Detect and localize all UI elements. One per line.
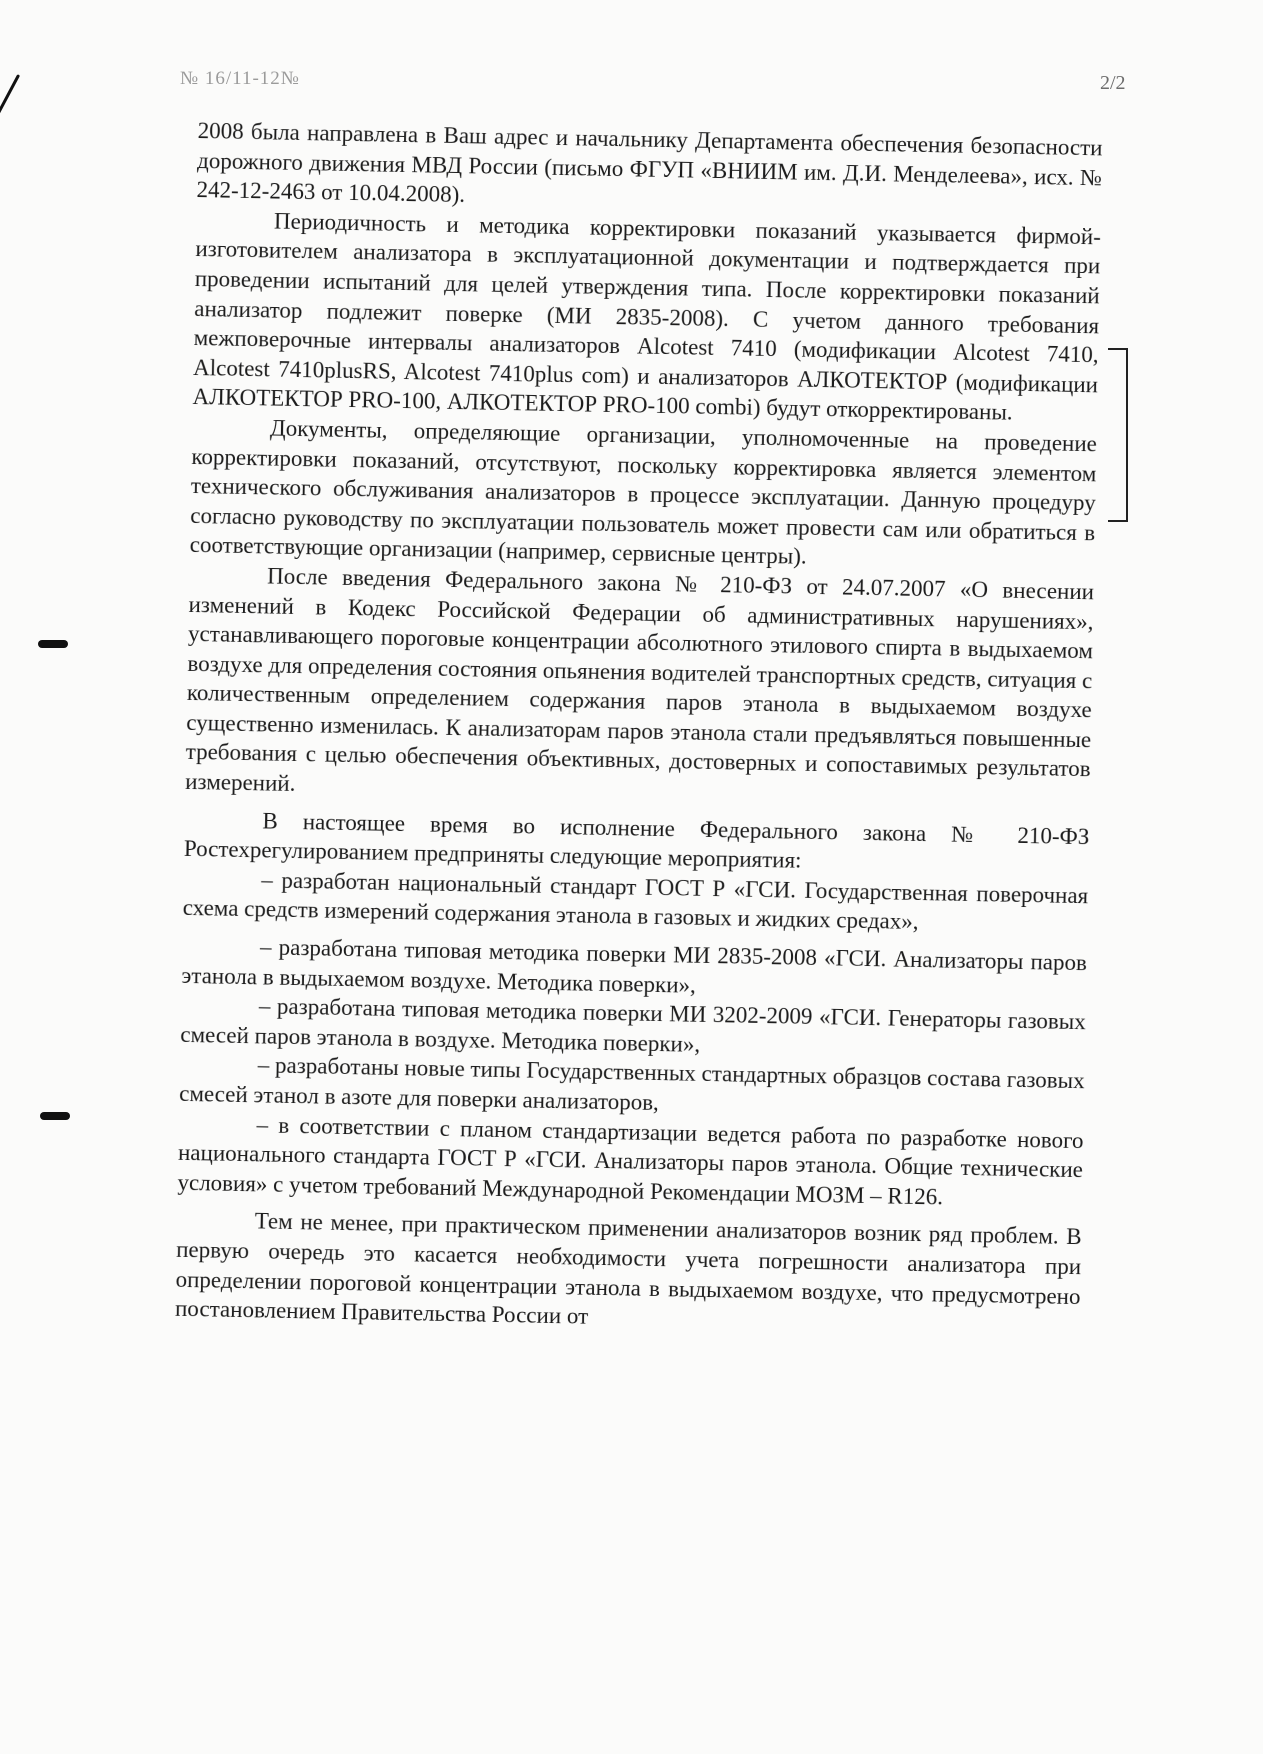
header-stamp: № 16/11-12№ (180, 68, 300, 89)
paragraph-problems: Тем не менее, при практическом применении анализаторов возник ряд проблем. В первую очередь это касается необходимости учета погрешности анализатора при определении пороговой концентрации этанола в выдыхаемом воздухе, что предусмотрено постановлением Правительства России от (174, 1208, 1082, 1329)
scan-mark-line (0, 74, 20, 118)
list-item-gost: – разработан национальный стандарт ГОСТ Р «ГСИ. Государственная поверочная схема средств измерений содержания этанола в газовых и жидких средах», (182, 867, 1089, 935)
paragraph-federal-law: После введения Федерального закона № 210-ФЗ от 24.07.2007 «О внесении изменений в Кодекс Российской Федерации об административных нарушениях», устанавливающего пороговые концентрации абсолютного этилового спирта в выдыхаемом воздухе для определения состояния опьянения водителей транспортных средств, ситуация с количественным определением содержания паров этанола в выдыхаемом воздухе существенно изменилась. К анализаторам паров этанола стали предъявляться повышенные требования с целью обеспечения объективных, достоверных и сопоставимых результатов измерений. (184, 563, 1095, 797)
list-item-mi-3202: – разработана типовая методика поверки МИ 3202-2009 «ГСИ. Генераторы газовых смесей паров этанола в воздухе. Методика поверки», (180, 993, 1087, 1057)
list-item-new-standard: – в соответствии с планом стандартизации ведется работа по разработке нового национального стандарта ГОСТ Р «ГСИ. Анализаторы паров этанола. Общие технические условия» с учетом требований Международной Рекомендации МОЗМ – R126. (177, 1111, 1084, 1210)
paragraph-measures-intro: В настоящее время во исполнение Федерального закона № 210-ФЗ Ростехрегулированием предприняты следующие мероприятия: (183, 808, 1090, 873)
scan-mark-dash (38, 640, 68, 648)
scan-mark-dash (40, 1112, 70, 1120)
document-body (175, 116, 1103, 1341)
list-item-mi-2835: – разработана типовая методика поверки МИ 2835-2008 «ГСИ. Анализаторы паров этанола в выдыхаемом воздухе. Методика поверки», (181, 934, 1088, 998)
margin-bracket (1108, 348, 1128, 522)
list-item-standard-samples: – разработаны новые типы Государственных стандартных образцов состава газовых смесей этанол в азоте для поверки анализаторов, (178, 1052, 1085, 1116)
paragraph-documents: Документы, определяющие организации, уполномоченные на проведение корректировки показаний, отсутствуют, поскольку корректировка является элементом технического обслуживания анализаторов в процессе эксплуатации. Данную процедуру согласно руководству по эксплуатации пользователь может провести сам или обратиться в соответствующие организации (например, сервисные центры). (189, 415, 1098, 570)
page-number: 2/2 (1100, 72, 1126, 94)
paragraph-intro: 2008 была направлена в Ваш адрес и начальнику Департамента обеспечения безопасности дорожного движения МВД России (письмо ФГУП «ВНИИМ им. Д.И. Менделеева», исх. № 242-12-2463 от 10.04.2008). (196, 117, 1103, 208)
paragraph-periodicity: Периодичность и методика корректировки показаний указывается фирмой-изготовителем анализатора в эксплуатационной документации и подтверждается при проведении испытаний для целей утверждения типа. После корректировки показаний анализатор подлежит поверке (МИ 2835-2008). С учетом данного требования межповерочные интервалы анализаторов Alcotest 7410 (модификации Alcotest 7410, Alcotest 7410plusRS, Alcotest 7410plus com) и анализаторов АЛКОТЕКТОР (модификации АЛКОТЕКТОР PRO-100, АЛКОТЕКТОР PRO-100 combi) будут откорректированы. (192, 208, 1102, 426)
